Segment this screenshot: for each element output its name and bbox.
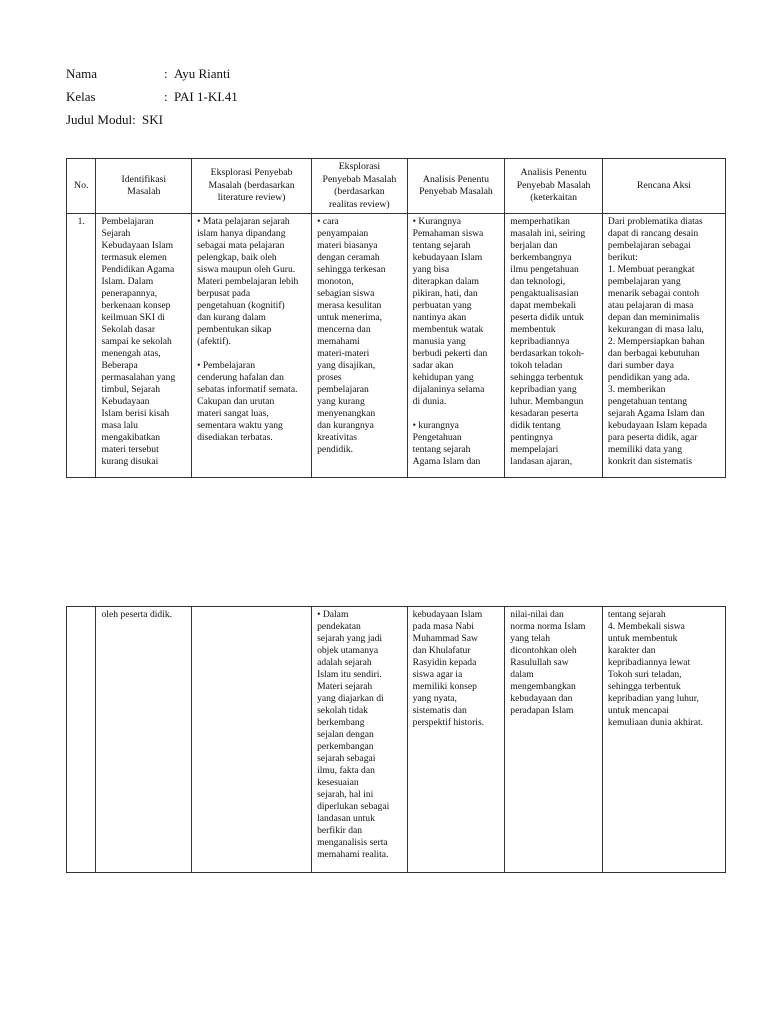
table-row (67, 214, 726, 478)
cell-identifikasi-cont: oleh peserta didik. (96, 607, 192, 873)
cell-keterkaitan-cont: nilai-nilai dan norma norma Islam yang telah dicontohkan oleh Rasulullah saw dalam mengembangkan kebudayaan dan peradapan Islam (505, 607, 603, 873)
nama-colon: : (164, 66, 168, 81)
table-header-row (67, 159, 726, 214)
analysis-table-part-2 (66, 606, 726, 873)
header-realitas: Eksplorasi Penyebab Masalah (berdasarkan realitas review) (312, 159, 408, 214)
header-keterkaitan: Analisis Penentu Penyebab Masalah (keterkaitan (505, 159, 603, 214)
nama-value: Ayu Rianti (174, 66, 231, 81)
cell-no-empty (67, 607, 96, 873)
cell-realitas: • cara penyampaian materi biasanya dengan ceramah sehingga terkesan monoton, sebagian siswa merasa kesulitan untuk menerima, mencerna dan memahami materi-materi yang disajikan, proses pembelajaran yang kurang menyenangkan dan kurangnya kreativitas pendidik. (312, 214, 408, 478)
cell-realitas-cont: • Dalam pendekatan sejarah yang jadi objek utamanya adalah sejarah Islam itu sendiri. Materi sejarah yang diajarkan di sekolah tidak berkembang sejalan dengan perkembangan sejarah sebagai ilmu, fakta dan kesesuaian sejarah, hal ini diperlukan sebagai landasan untuk berfikir dan menganalisis serta memahami realita. (312, 607, 408, 873)
table-row (67, 607, 726, 873)
cell-identifikasi: Pembelajaran Sejarah Kebudayaan Islam termasuk elemen Pendidikan Agama Islam. Dalam penerapannya, berkenaan konsep keilmuan SKI di Sekolah dasar sampai ke sekolah menengah atas, Beberapa permasalahan yang timbul, Sejarah Kebudayaan Islam berisi kisah masa lalu mengakibatkan materi tersebut kurang disukai (96, 214, 192, 478)
cell-keterkaitan: memperhatikan masalah ini, seiring berjalan dan berkembangnya ilmu pengetahuan dan teknologi, pengaktualisasian dapat membekali peserta didik untuk membentuk kepribadiannya berdasarkan tokoh- tokoh teladan sehingga terbentuk kepribadian yang luhur. Membangun kesadaran peserta didik tentang pentingnya mempelajari landasan ajaran, (505, 214, 603, 478)
kelas-value: PAI 1-KI.41 (174, 89, 238, 104)
kelas-label: Kelas (66, 89, 96, 104)
cell-no: 1. (67, 214, 96, 478)
modul-label: Judul Modul: (66, 112, 136, 127)
literature-point-2: • Pembelajaran cenderung hafalan dan sebatas informatif semata. Cakupan dan urutan materi sangat luas, sementara waktu yang disediakan terbatas. (197, 360, 298, 443)
cell-literature-cont (192, 607, 312, 873)
analysis-table-part-1 (66, 158, 726, 478)
nama-label: Nama (66, 66, 98, 81)
header-analisis: Analisis Penentu Penyebab Masalah (407, 159, 505, 214)
modul-value: SKI (142, 112, 163, 127)
header-no: No. (67, 159, 96, 214)
kelas-colon: : (164, 89, 168, 104)
analisis-point-1: • Kurangnya Pemahaman siswa tentang sejarah kebudayaan Islam yang bisa diterapkan dalam pikiran, hati, dan perbuatan yang nantinya akan membentuk watak manusia yang berbudi pekerti dan sadar akan kehidupan yang dijalaninya selama di dunia. (412, 216, 488, 407)
header-literature: Eksplorasi Penyebab Masalah (berdasarkan literature review) (192, 159, 312, 214)
header-identifikasi: Identifikasi Masalah (96, 159, 192, 214)
literature-point-1: • Mata pelajaran sejarah islam hanya dipandang sebagai mata pelajaran pelengkap, baik oleh siswa maupun oleh Guru. Materi pembelajaran lebih berpusat pada pengetahuan (kognitif) dan kurang dalam pembentukan sikap (afektif). (197, 216, 299, 347)
analisis-point-2: • kurangnya Pengetahuan tentang sejarah Agama Islam dan (412, 420, 481, 467)
cell-analisis (407, 214, 505, 478)
cell-rencana-cont: tentang sejarah 4. Membekali siswa untuk membentuk karakter dan kepribadiannya lewat Tokoh suri teladan, sehingga terbentuk kepribadian yang luhur, untuk mencapai kemuliaan dunia akhirat. (602, 607, 725, 873)
cell-literature (192, 214, 312, 478)
cell-analisis-cont: kebudayaan Islam pada masa Nabi Muhammad Saw dan Khulafatur Rasyidin kepada siswa agar ia memiliki konsep yang nyata, sistematis dan perspektif historis. (407, 607, 505, 873)
cell-rencana: Dari problematika diatas dapat di rancang desain pembelajaran sebagai berikut: 1. Membuat perangkat pembelajaran yang menarik sebagai contoh atau pelajaran di masa depan dan meminimalis kekurangan di masa lalu, 2. Mempersiapkan bahan dan berbagai kebutuhan dari sumber daya pendidikan yang ada. 3. memberikan pengetahuan tentang sejarah Agama Islam dan kebudayaan Islam kepada para peserta didik, agar memiliki data yang konkrit dan sistematis (602, 214, 725, 478)
header-rencana: Rencana Aksi (602, 159, 725, 214)
